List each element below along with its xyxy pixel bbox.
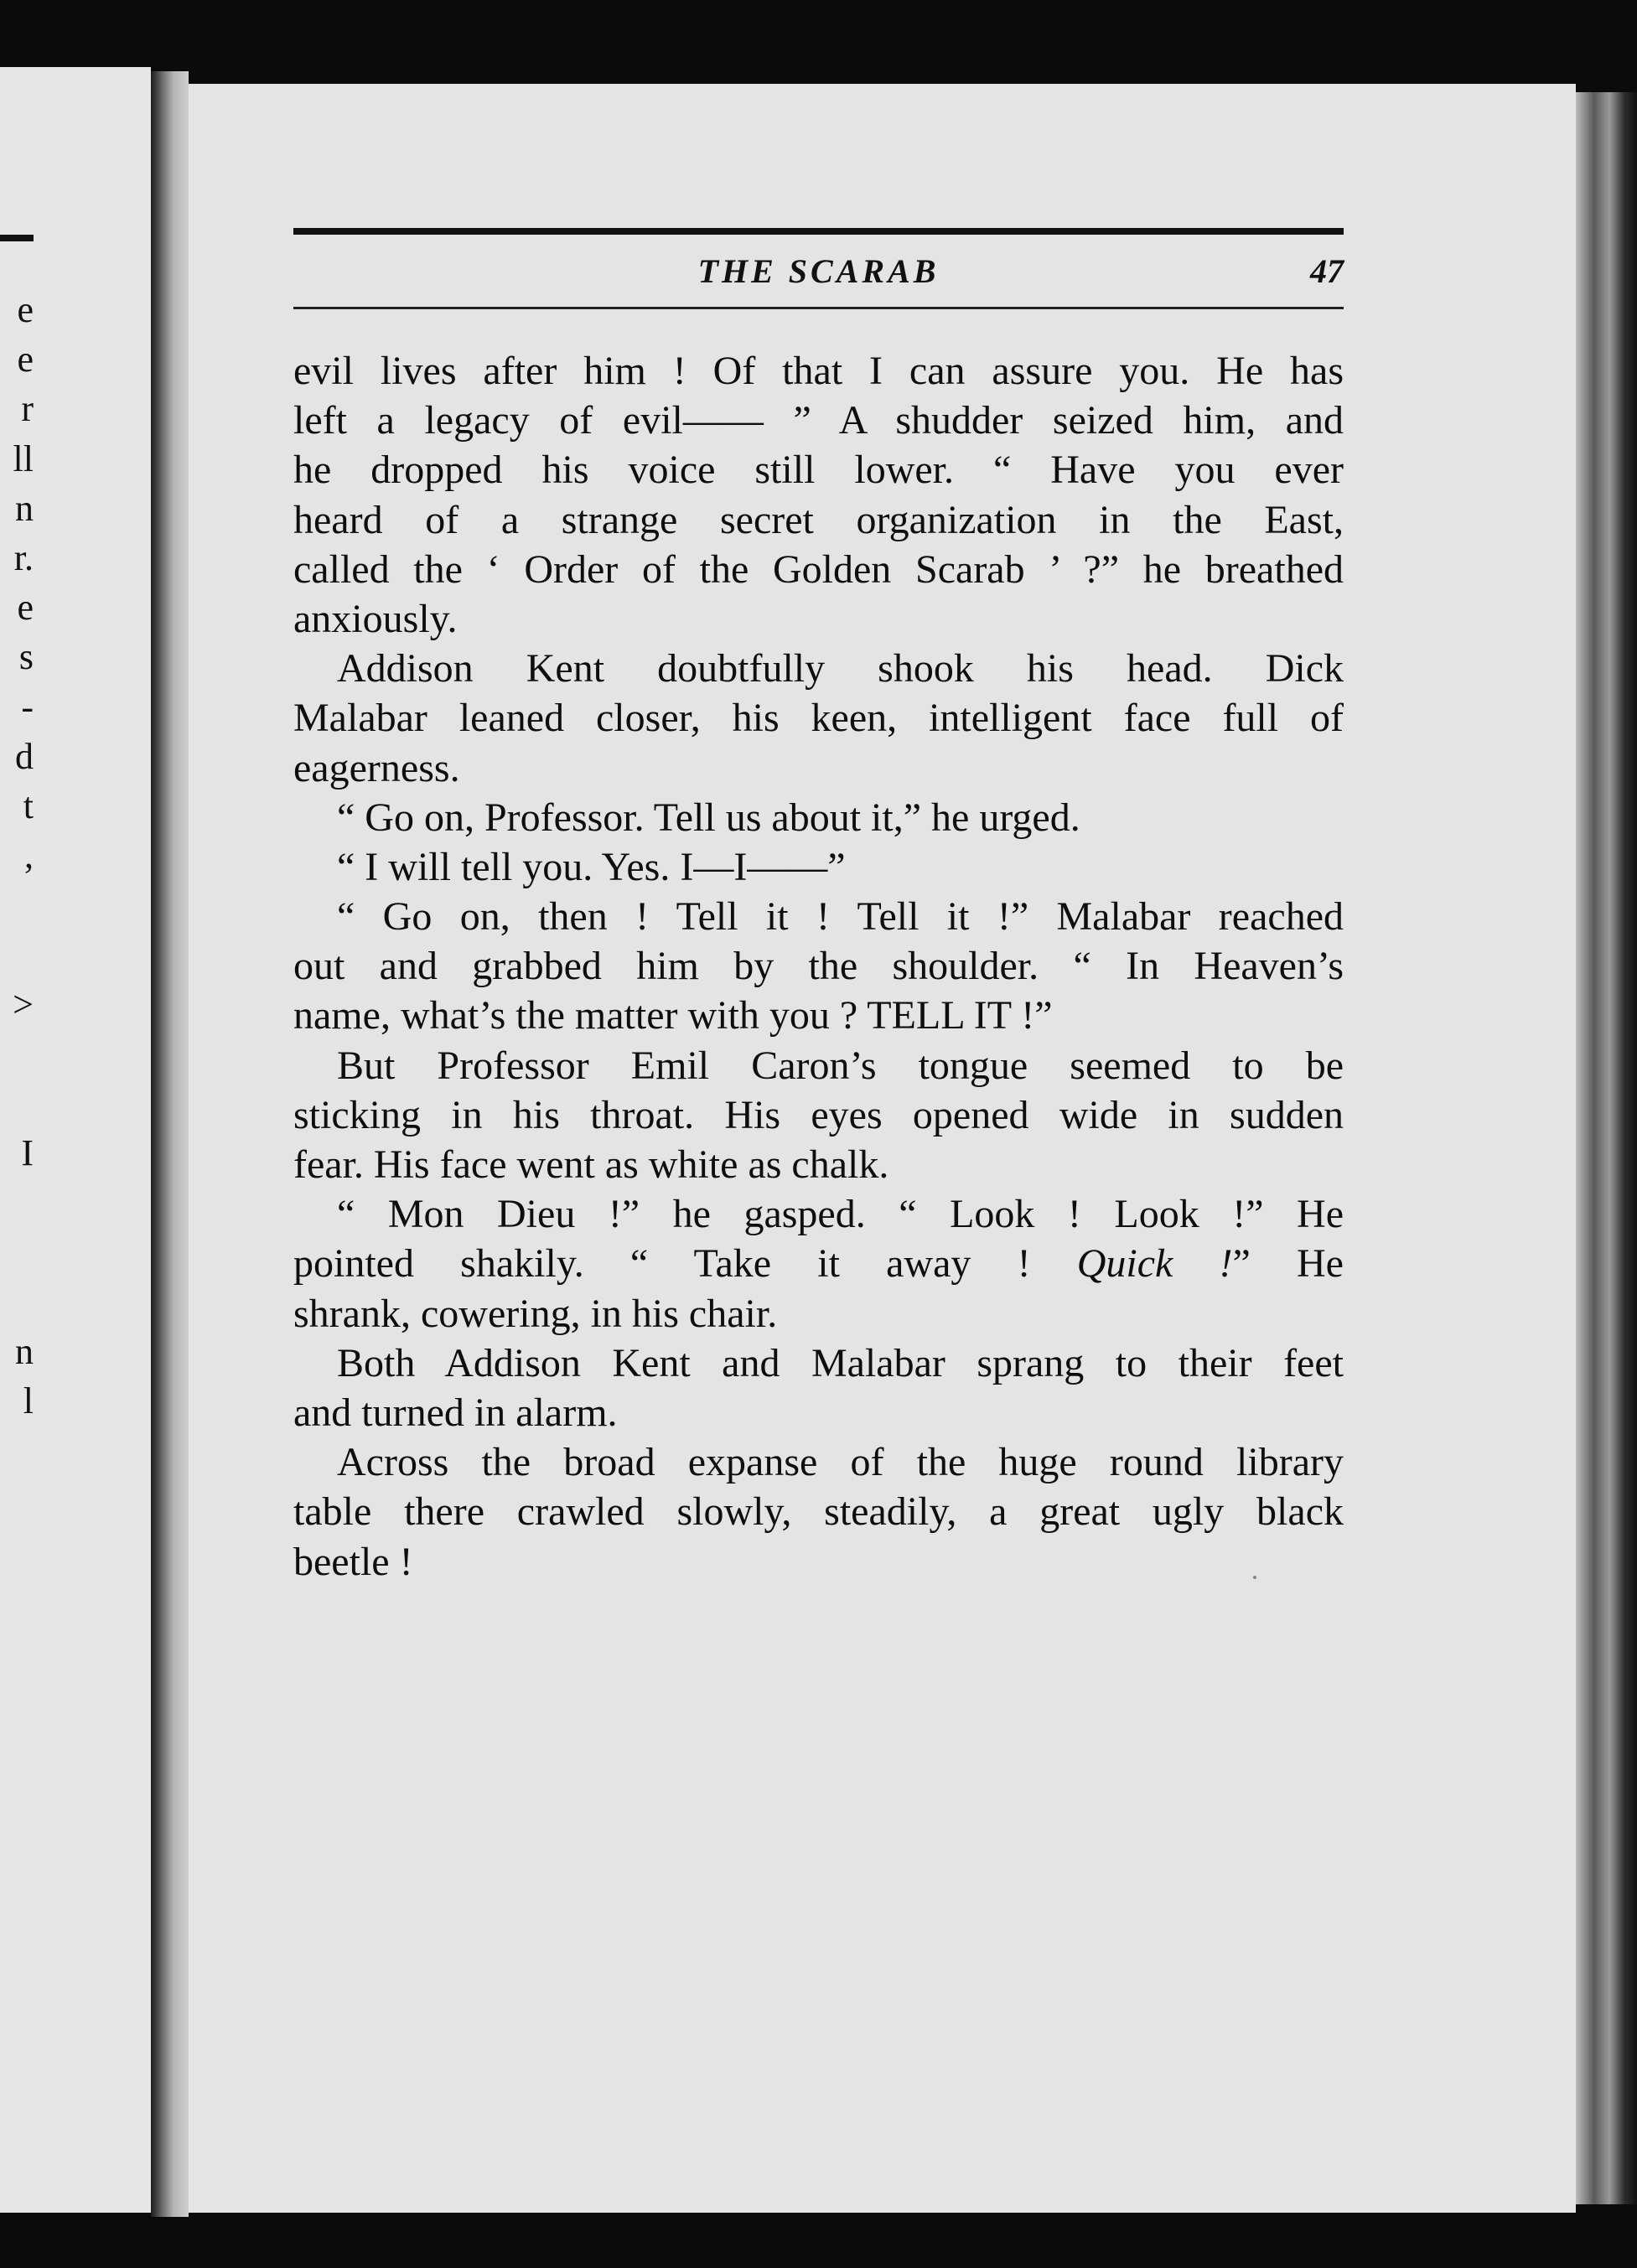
left-page-rule xyxy=(0,235,34,241)
left-page-fragment: l xyxy=(23,1380,34,1422)
left-page-fragment: e xyxy=(17,587,34,629)
text-line: Addison Kent doubtfully shook his head. Dick xyxy=(337,646,1344,691)
text-line: “ Mon Dieu !” he gasped. “ Look ! Look !” He xyxy=(337,1192,1344,1237)
text-line: Across the broad expanse of the huge round library xyxy=(337,1440,1344,1485)
text-line: Both Addison Kent and Malabar sprang to their feet xyxy=(337,1340,1344,1385)
left-page-fragment: , xyxy=(24,835,34,877)
left-page-fragment xyxy=(0,1079,34,1128)
text-line: sticking in his throat. His eyes opened wide in sudden xyxy=(293,1092,1344,1137)
left-page-fragment: e xyxy=(17,289,34,330)
left-page-fragment: t xyxy=(23,784,34,826)
left-page-fragment: I xyxy=(21,1132,34,1174)
running-head xyxy=(293,251,1344,297)
left-page-fragment: n xyxy=(15,1330,34,1372)
text-line: heard of a strange secret organization in the East, xyxy=(293,497,1344,542)
text-line: he dropped his voice still lower. “ Have you ever xyxy=(293,448,1344,493)
page-edge xyxy=(1576,92,1637,2204)
text-line: “ I will tell you. Yes. I—I——” xyxy=(337,844,846,889)
text-line: eagerness. xyxy=(293,745,460,790)
left-page-fragment: n xyxy=(15,487,34,529)
left-page-fragment xyxy=(0,1426,34,1475)
header-rule-bottom xyxy=(293,307,1344,309)
left-page-fragment xyxy=(0,1277,34,1327)
left-page-fragment xyxy=(0,880,34,929)
running-title: THE SCARAB xyxy=(697,252,940,290)
speck xyxy=(1253,1576,1256,1579)
text-line: fear. His face went as white as chalk. xyxy=(293,1142,889,1187)
left-page-fragment xyxy=(0,929,34,979)
left-page-fragment xyxy=(0,1178,34,1227)
left-page-fragment xyxy=(0,1476,34,1525)
binding-gutter xyxy=(151,71,189,2217)
left-page-fragment xyxy=(0,1525,34,1575)
text-line: shrank, cowering, in his chair. xyxy=(293,1291,778,1336)
header-rule-top xyxy=(293,228,1344,235)
left-page-fragment: ll xyxy=(13,438,34,479)
text-line: left a legacy of evil—— ” A shudder seized him, and xyxy=(293,398,1344,443)
text-line: Malabar leaned closer, his keen, intelligent face full of xyxy=(293,696,1344,741)
text-line: and turned in alarm. xyxy=(293,1390,618,1435)
left-page-fragment: - xyxy=(21,686,34,728)
text-line: called the ‘ Order of the Golden Scarab ’ ?” he breathed xyxy=(293,546,1344,592)
text-line: name, what’s the matter with you ? TELL IT !” xyxy=(293,993,1053,1038)
text-line: evil lives after him ! Of that I can assure you. He has xyxy=(293,349,1344,393)
body-text xyxy=(293,346,1344,1587)
left-page-fragment xyxy=(0,1228,34,1277)
left-page-fragment: s xyxy=(18,636,34,678)
left-page-fragment: r. xyxy=(13,536,34,578)
left-page-text-fragments xyxy=(0,285,34,1575)
text-line: beetle ! xyxy=(293,1539,413,1584)
left-page-fragment: e xyxy=(17,339,34,381)
left-page-fragment: r xyxy=(21,388,34,430)
text-line: table there crawled slowly, steadily, a great ugly black xyxy=(293,1489,1344,1535)
left-page-fragment xyxy=(0,1029,34,1079)
text-line: “ Go on, then ! Tell it ! Tell it !” Malabar reached xyxy=(337,894,1344,940)
text-line: “ Go on, Professor. Tell us about it,” he urged. xyxy=(337,795,1080,840)
text-line: pointed shakily. “ Take it away ! Quick !” He xyxy=(293,1241,1344,1287)
page-number: 47 xyxy=(1310,252,1344,290)
left-page-fragment: > xyxy=(13,983,34,1025)
left-facing-page xyxy=(0,67,151,2213)
text-line: But Professor Emil Caron’s tongue seemed to be xyxy=(337,1043,1344,1088)
left-page-fragment: d xyxy=(15,735,34,777)
text-line: anxiously. xyxy=(293,596,458,641)
emphasis: Quick ! xyxy=(1076,1241,1233,1287)
text-line: out and grabbed him by the shoulder. “ In Heaven’s xyxy=(293,944,1344,989)
